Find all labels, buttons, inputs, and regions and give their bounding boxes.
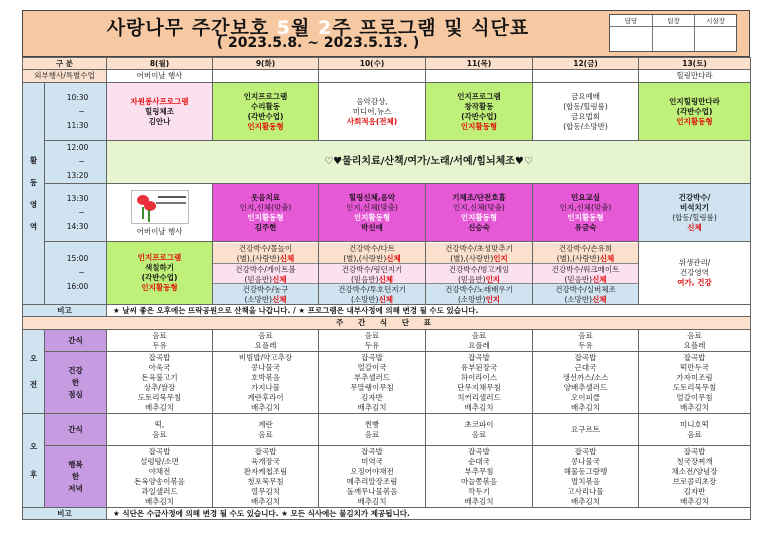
dinner-wed: 잡곡밥 미역국 오징어야채전 메추리알장조림 돌깨무나물볶음 배추김치 (319, 446, 426, 508)
meal-title: 주 간 식 단 표 (23, 317, 751, 330)
pm-snack-label: 간식 (45, 414, 107, 446)
title-week: 2 (318, 17, 333, 39)
slot3-mon (107, 184, 213, 242)
slot2-all-days: ♡♥물리치료/산책/여가/노래/서예/힘뇌체조♥♡ (107, 141, 751, 184)
activity-label: 활 동 영 역 (23, 83, 45, 305)
date-range: ( 2023.5.8. ~ 2023.5.13. ) (216, 35, 420, 51)
time-slot2: 12:00 ~ 13:20 (45, 141, 107, 184)
approval-box (609, 14, 737, 52)
day-header: 9(화) (213, 58, 319, 70)
slot3-fri: 민요교실 인지,신체(맞춤) 인지활동형 유금숙 (533, 184, 639, 242)
am-snack-tue: 음료 요플레 (213, 330, 319, 352)
dinner-fri: 잡곡밥 콩나물국 해물동그랑땡 멸치볶음 고사리나물 배추김치 (533, 446, 639, 508)
lunch-fri: 잡곡밥 근대국 생선까스/소스 양배추샐러드 오이피클 배추김치 (533, 352, 639, 414)
external-sat: 힐링만다라 (639, 70, 751, 83)
slot3-tue: 웃음치료 인지,신체(맞춤) 인지활동형 김주현 (213, 184, 319, 242)
lunch-tue: 비빔밥/약고추장 콩나물국 호박볶음 가지나물 계란후라이 배추김치 (213, 352, 319, 414)
lunch-mon: 잡곡밥 아욱국 돈육불고기 상추/쌈장 도토리묵무침 배추김치 (107, 352, 213, 414)
carnation-image (131, 190, 189, 224)
parents-day-caption: 어버이날 행사 (136, 226, 183, 236)
dinner-thu: 잡곡밥 순대국 부추무침 마늘쫑볶음 깍두기 배추김치 (426, 446, 533, 508)
note-label: 비고 (23, 305, 107, 317)
approval-manager: 팀장 (652, 15, 694, 51)
dinner-label: 행복 한 저녁 (45, 446, 107, 508)
column-header-row (23, 58, 751, 70)
pm-snack-tue: 계란 음료 (213, 414, 319, 446)
note-row-2 (23, 508, 751, 520)
meal-note-label: 비고 (23, 508, 107, 520)
pm-snack-fri: 요구르트 (533, 414, 639, 446)
lunch-row (23, 352, 751, 414)
pm-snack-sat: 미니호떡 음료 (639, 414, 751, 446)
slot4-fri: 건강박수/손유희 (별),(사랑반)신체 건강박수/워크메이트 (믿음반)신체 건강박수/실버체조 (소망반)신체 (533, 242, 639, 305)
am-snack-mon: 음료 두유 (107, 330, 213, 352)
slot3-wed: 힐링신체,음악 인지,신체(맞춤) 인지활동형 박신애 (319, 184, 426, 242)
day-header: 12(금) (533, 58, 639, 70)
am-snack-wed: 음료 두유 (319, 330, 426, 352)
meal-title-row (23, 317, 751, 330)
slot1-wed: 음악감상, 미디어,뉴스 사회적응(전체) (319, 83, 426, 141)
external-mon: 어버이날 행사 (107, 70, 213, 83)
meal-note-text: ★ 식단은 수급사정에 의해 변경 될 수도 있습니다. ★ 모든 식사에는 물김치가 제공됩니다. (107, 508, 751, 520)
schedule-table (22, 57, 751, 520)
am-snack-thu: 음료 요플레 (426, 330, 533, 352)
approval-director: 시설장 (694, 15, 736, 51)
page-title: 사랑나무 주간보호 5월 2주 프로그램 및 식단표 (106, 17, 530, 39)
pm-snack-wed: 찐빵 음료 (319, 414, 426, 446)
dinner-tue: 잡곡밥 육개장국 완자케첩조림 청포묵무침 열무김치 배추김치 (213, 446, 319, 508)
am-label: 오 전 (23, 330, 45, 414)
time-slot4: 15:00 ~ 16:00 (45, 242, 107, 305)
slot4-row (23, 242, 751, 305)
slot4-thu: 건강박수/초성맞추기 (별),(사랑반)인지 건강박수/빙고게임 (믿음반)인지 건강박수/노래배우기 (소망반)인지 (426, 242, 533, 305)
slot3-row (23, 184, 751, 242)
day-header: 13(토) (639, 58, 751, 70)
slot1-sat: 인지힐링만다라 (각반수업) 인지활동형 (639, 83, 751, 141)
slot4-tue: 건강박수/몰놀이 (별),(사랑반)신체 건강박수/게이트볼 (믿음반)신체 건강박수/농구 (소망반)신체 (213, 242, 319, 305)
pm-label: 오 후 (23, 414, 45, 508)
lunch-sat: 잡곡밥 떡만두국 가자미조림 도토리묵무침 얼갈이무침 배추김치 (639, 352, 751, 414)
slot3-thu: 기체조/단전호흡 인지,신체(맞춤) 인지활동형 신승숙 (426, 184, 533, 242)
note-text: ★ 날씨 좋은 오후에는 뜨락공원으로 산책을 나갑니다. / ★ 프로그램은 내부사정에 의해 변경 될 수도 있습니다. (107, 305, 751, 317)
dinner-sat: 잡곡밥 청국장찌개 채소전/양념장 브로콜리초장 김자반 배추김치 (639, 446, 751, 508)
am-snack-sat: 음료 요플레 (639, 330, 751, 352)
external-row (23, 70, 751, 83)
day-header: 11(목) (426, 58, 533, 70)
pm-snack-mon: 떡, 음료 (107, 414, 213, 446)
lunch-thu: 잡곡밥 유부된장국 하이라이스 단무지채무침 치커리샐러드 배추김치 (426, 352, 533, 414)
slot1-fri: 금요예배 (합동/힐링룸) 금요법회 (합동/소망반) (533, 83, 639, 141)
external-label: 외부행사/특별수업 (23, 70, 107, 83)
column-label: 구 분 (23, 58, 107, 70)
header (22, 10, 750, 57)
slot1-tue: 인지프로그램 수리활동 (각반수업) 인지활동형 (213, 83, 319, 141)
slot2-row (23, 141, 751, 184)
slot1-row (23, 83, 751, 141)
program-sheet (22, 10, 750, 520)
dinner-row (23, 446, 751, 508)
day-header: 8(월) (107, 58, 213, 70)
time-slot1: 10:30 ~ 11:30 (45, 83, 107, 141)
time-slot3: 13:30 ~ 14:30 (45, 184, 107, 242)
note-row-1 (23, 305, 751, 317)
pm-snack-thu: 초코파이 음료 (426, 414, 533, 446)
am-snack-row (23, 330, 751, 352)
day-header: 10(수) (319, 58, 426, 70)
slot4-sat: 위생관리/ 건강영역 여가, 건강 (639, 242, 751, 305)
lunch-wed: 잡곡밥 얼갈이국 부추샐러드 무말랭이무침 김자반 배추김치 (319, 352, 426, 414)
slot3-sat: 건강박수/ 비석치기 (합동/힐링룸) 신체 (639, 184, 751, 242)
slot1-thu: 인지프로그램 창작활동 (각반수업) 인지활동형 (426, 83, 533, 141)
slot4-mon: 인지프로그램 색칠하기 (각반수업) 인지활동형 (107, 242, 213, 305)
lunch-label: 건강 한 점심 (45, 352, 107, 414)
am-snack-fri: 음료 두유 (533, 330, 639, 352)
am-snack-label: 간식 (45, 330, 107, 352)
dinner-mon: 잡곡밥 설렁탕/소면 야채전 돈육양송이볶음 과일샐러드 배추김치 (107, 446, 213, 508)
approval-staff: 담당 (610, 15, 652, 51)
title-month: 5 (276, 17, 292, 39)
pm-snack-row (23, 414, 751, 446)
slot1-mon: 자원봉사프로그램 힐링체조 김안나 (107, 83, 213, 141)
slot4-wed: 건강박수/다트 (별),(사랑반)신체 건강박수/링던지기 (믿음반)신체 건강박수/투호던지기 (소망반)신체 (319, 242, 426, 305)
